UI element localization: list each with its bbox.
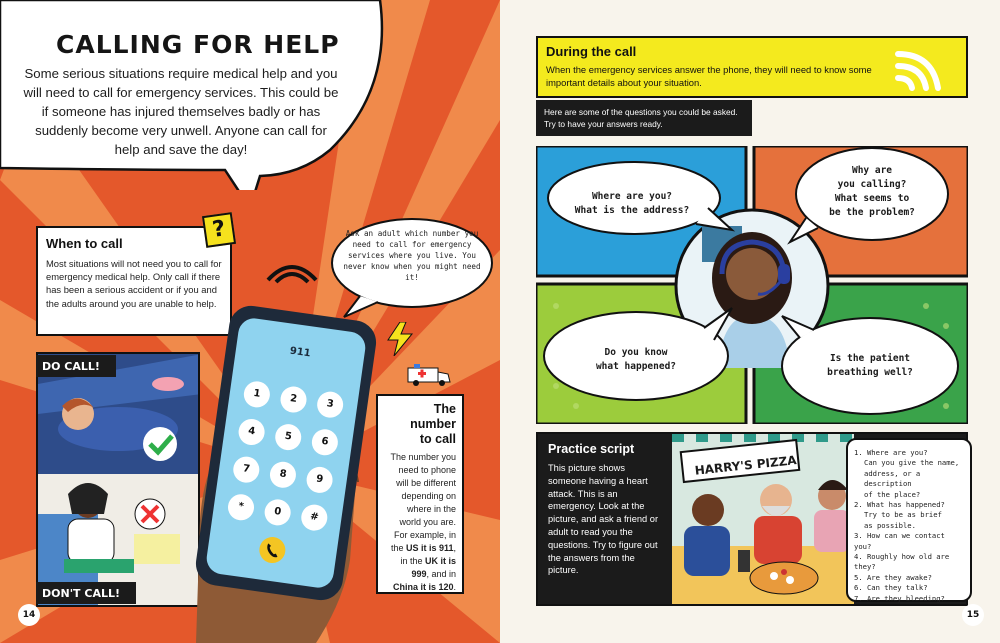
key-7[interactable]: 7 <box>232 455 261 484</box>
call-button[interactable] <box>258 535 287 564</box>
pizza-sign-text: HARRY'S PIZZA <box>694 453 798 478</box>
when-to-call-box <box>36 226 232 336</box>
script-item: Try to be as brief <box>864 510 942 520</box>
practice-heading: Practice script <box>548 442 635 456</box>
ambulance-icon <box>406 362 452 388</box>
signal-waves-icon <box>262 250 322 284</box>
signal-waves-icon <box>892 44 948 92</box>
key-3[interactable]: 3 <box>315 390 344 419</box>
key-9[interactable]: 9 <box>305 465 334 494</box>
practice-body: This picture shows someone having a heart attack. This is an emergency. Look at the picture, and ask a friend or adult to read you the questions. Try to figure out the answers from the picture. <box>548 463 659 576</box>
key-hash[interactable]: # <box>300 503 329 532</box>
heading-line: to call <box>419 432 456 446</box>
question-line: What seems to <box>834 193 910 204</box>
body-text: , and in <box>426 569 456 579</box>
heading-line: The <box>433 402 456 416</box>
question-line: you calling? <box>837 179 907 190</box>
script-item: 2. What has happened? <box>854 500 945 510</box>
page-title: CALLING FOR HELP <box>56 30 340 59</box>
us-number: US it is 911 <box>405 543 454 553</box>
question-line: Is the patient <box>829 353 911 364</box>
practice-script-panel <box>536 432 968 606</box>
ask-adult-text: Ask an adult which number you need to call for emergency services where you live. You never know when you might need it! <box>343 229 481 282</box>
heading-line: number <box>410 417 456 431</box>
script-item: as possible. <box>864 520 916 530</box>
question-line: what happened? <box>595 361 677 372</box>
question-line: be the problem? <box>829 207 915 218</box>
where-are-you-question <box>562 190 702 218</box>
number-to-call-body <box>384 451 456 594</box>
what-happened-question <box>566 346 706 374</box>
uk-number: UK it is 999 <box>411 556 456 579</box>
do-call-label: DO CALL! <box>36 355 116 377</box>
script-item: 6. Can they talk? <box>854 583 928 593</box>
when-to-call-body: Most situations will not need you to call for emergency medical help. Only call if there has been a serious accident or if you and the adults around you are unable to help. <box>46 258 222 309</box>
question-line: Do you know <box>604 347 668 358</box>
during-body: When the emergency services answer the phone, they will need to know some important details about your situation. <box>546 64 872 88</box>
script-item: address, or a description <box>864 468 921 489</box>
questions-note: Here are some of the questions you could be asked. Try to have your answers ready. <box>536 100 752 136</box>
script-item: of the place? <box>864 489 921 499</box>
lightning-icon <box>386 322 414 356</box>
phone-handset-icon <box>258 535 287 564</box>
phone-screen <box>205 316 368 589</box>
why-calling-question <box>808 164 936 220</box>
script-item: 7. Are they bleeding? <box>854 593 945 603</box>
key-0[interactable]: 0 <box>263 498 292 527</box>
key-1[interactable]: 1 <box>242 380 271 409</box>
key-8[interactable]: 8 <box>268 460 297 489</box>
script-questions-box <box>846 438 972 602</box>
question-line: Why are <box>851 165 893 176</box>
pizza-restaurant-illustration <box>672 434 854 604</box>
body-text: The number you need to phone will be different depending on where in the world you are. For example, in the <box>390 452 456 553</box>
key-6[interactable]: 6 <box>310 428 339 457</box>
dialed-number: 911 <box>289 345 312 360</box>
number-to-call-box <box>376 394 464 594</box>
china-number: China it is 120 <box>392 582 454 592</box>
key-4[interactable]: 4 <box>237 417 266 446</box>
script-item: 5. Are they awake? <box>854 572 932 582</box>
question-line: Where are you? <box>591 191 673 202</box>
script-item: 1. Where are you? <box>854 448 928 457</box>
intro-paragraph: Some serious situations require medical help and you will need to call for emergency services. This could be if someone has injured themselves badly or has suddenly become very unwell. Anyone can call for help and save the day! <box>23 66 339 157</box>
dont-call-label: DON'T CALL! <box>36 582 136 604</box>
breathing-question <box>804 352 936 380</box>
right-page <box>500 0 1000 643</box>
during-heading: During the call <box>546 44 637 59</box>
key-5[interactable]: 5 <box>274 422 303 451</box>
body-text: . <box>453 582 456 592</box>
question-mark-badge: ? <box>202 212 236 248</box>
key-star[interactable]: * <box>226 493 255 522</box>
script-question-list <box>854 448 964 604</box>
key-2[interactable]: 2 <box>279 385 308 414</box>
question-line: What is the address? <box>574 205 690 216</box>
page-number-right: 15 <box>962 604 984 626</box>
number-to-call-heading <box>384 402 456 447</box>
page-number-left: 14 <box>18 604 40 626</box>
body-text: , in the <box>400 543 456 566</box>
script-item: 3. How can we contact you? <box>854 531 945 551</box>
when-to-call-heading: When to call <box>46 236 123 251</box>
script-item: Can you give the name, <box>864 458 960 468</box>
question-line: breathing well? <box>827 367 913 378</box>
script-item: 4. Roughly how old are they? <box>854 552 950 572</box>
